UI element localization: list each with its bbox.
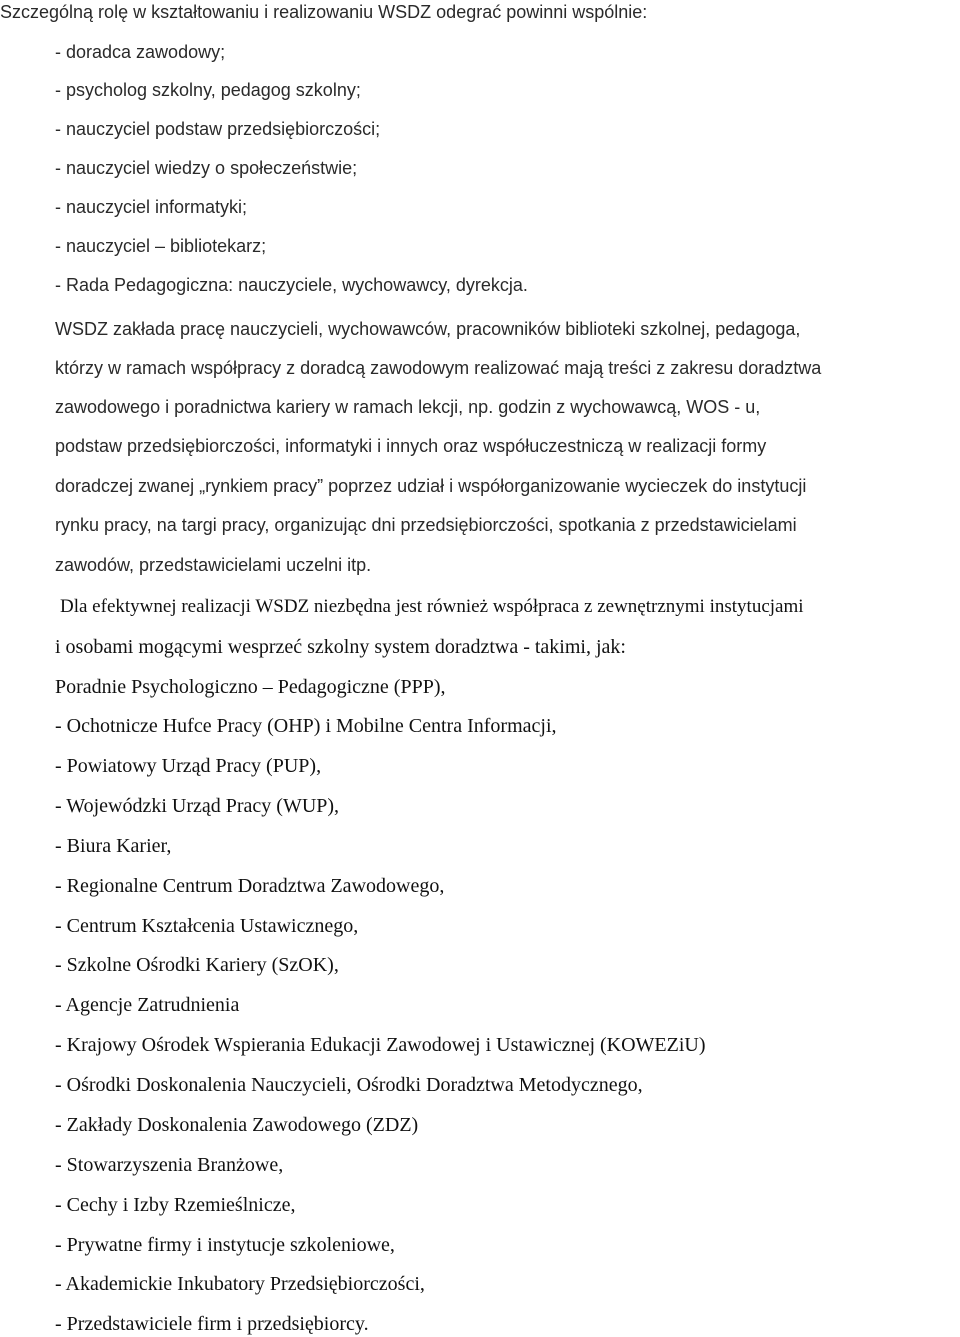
institutions-list-item: Poradnie Psychologiczno – Pedagogiczne (PPP),	[55, 676, 446, 698]
paragraph-line: doradczej zwanej „rynkiem pracy” poprzez udział i współorganizowanie wycieczek do instytucji	[55, 476, 807, 496]
roles-list-item: - Rada Pedagogiczna: nauczyciele, wychowawcy, dyrekcja.	[55, 275, 528, 295]
institutions-list-item: - Prywatne firmy i instytucje szkoleniowe,	[55, 1234, 395, 1256]
institutions-list-item: - Stowarzyszenia Branżowe,	[55, 1154, 284, 1176]
institutions-list-item: - Biura Karier,	[55, 835, 172, 857]
institutions-list-item: - Krajowy Ośrodek Wspierania Edukacji Zawodowej i Ustawicznej (KOWEZiU)	[55, 1034, 706, 1056]
roles-list-item: - nauczyciel – bibliotekarz;	[55, 236, 267, 256]
paragraph-line: którzy w ramach współpracy z doradcą zawodowym realizować mają treści z zakresu doradztwa	[55, 358, 822, 378]
institutions-list-item: - Ochotnicze Hufce Pracy (OHP) i Mobilne Centra Informacji,	[55, 715, 557, 737]
paragraph-line: podstaw przedsiębiorczości, informatyki i innych oraz współuczestniczą w realizacji formy	[55, 436, 767, 456]
roles-list-item: - nauczyciel podstaw przedsiębiorczości;	[55, 119, 381, 139]
roles-list-item: - psycholog szkolny, pedagog szkolny;	[55, 80, 361, 100]
institutions-list-item: - Regionalne Centrum Doradztwa Zawodowego,	[55, 875, 445, 897]
paragraph-line: Dla efektywnej realizacji WSDZ niezbędna jest również współpraca z zewnętrznymi instytucjami	[60, 596, 804, 617]
institutions-list-item: - Wojewódzki Urząd Pracy (WUP),	[55, 795, 340, 817]
institutions-list-item: - Agencje Zatrudnienia	[55, 994, 240, 1016]
institutions-list-item: - Akademickie Inkubatory Przedsiębiorczości,	[55, 1273, 425, 1295]
institutions-list-item: - Szkolne Ośrodki Kariery (SzOK),	[55, 954, 339, 976]
institutions-list-item: - Ośrodki Doskonalenia Nauczycieli, Ośrodki Doradztwa Metodycznego,	[55, 1074, 643, 1096]
roles-list-item: - doradca zawodowy;	[55, 42, 226, 62]
intro-text: Szczególną rolę w kształtowaniu i realizowaniu WSDZ odegrać powinni wspólnie:	[0, 2, 648, 22]
institutions-list-item: - Centrum Kształcenia Ustawicznego,	[55, 915, 359, 937]
roles-list-item: - nauczyciel wiedzy o społeczeństwie;	[55, 158, 358, 178]
institutions-list-item: - Cechy i Izby Rzemieślnicze,	[55, 1194, 296, 1216]
paragraph-line: i osobami mogącymi wesprzeć szkolny system doradztwa - takimi, jak:	[55, 636, 626, 658]
institutions-list-item: - Powiatowy Urząd Pracy (PUP),	[55, 755, 322, 777]
institutions-list-item: - Zakłady Doskonalenia Zawodowego (ZDZ)	[55, 1114, 419, 1136]
paragraph-line: WSDZ zakłada pracę nauczycieli, wychowawców, pracowników biblioteki szkolnej, pedagoga,	[55, 319, 801, 339]
institutions-list-item: - Przedstawiciele firm i przedsiębiorcy.	[55, 1313, 369, 1335]
paragraph-line: zawodowego i poradnictwa kariery w ramach lekcji, np. godzin z wychowawcą, WOS - u,	[55, 397, 761, 417]
roles-list-item: - nauczyciel informatyki;	[55, 197, 248, 217]
paragraph-line: rynku pracy, na targi pracy, organizując dni przedsiębiorczości, spotkania z przedstawicielami	[55, 515, 797, 535]
paragraph-line: zawodów, przedstawicielami uczelni itp.	[55, 555, 372, 575]
